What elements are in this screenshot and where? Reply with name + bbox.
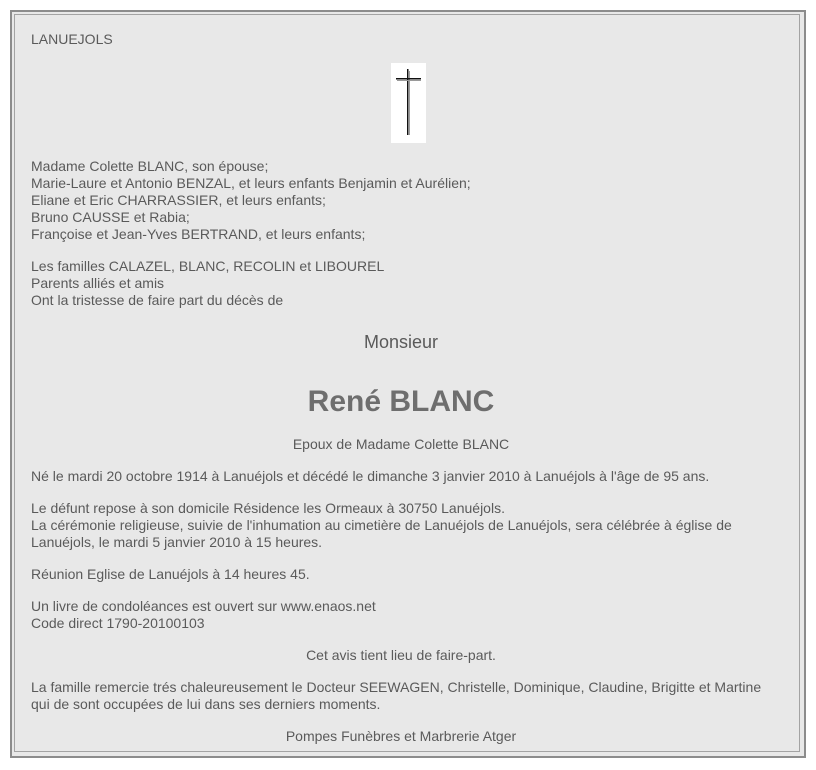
cross-icon <box>391 63 426 143</box>
family-list <box>31 158 771 243</box>
family-line: Eliane et Eric CHARRASSIER, et leurs enfants; <box>31 192 326 208</box>
notice-content <box>31 31 771 745</box>
meeting-text: Réunion Eglise de Lanuéjols à 14 heures 45. <box>31 566 310 582</box>
city-name: LANUEJOLS <box>31 31 113 47</box>
repose-text: Le défunt repose à son domicile Résidence les Ormeaux à 30750 Lanuéjols. <box>31 500 505 516</box>
honorific: Monsieur <box>363 332 439 352</box>
faire-part-text: Cet avis tient lieu de faire-part. <box>306 647 496 663</box>
arrangements-block <box>31 500 771 551</box>
families-line: Parents alliés et amis <box>31 275 165 291</box>
family-line: Madame Colette BLANC, son épouse; <box>31 158 269 174</box>
direct-code: Code direct 1790-20100103 <box>31 615 205 631</box>
families-block <box>31 258 771 309</box>
family-line: Marie-Laure et Antonio BENZAL, et leurs enfants Benjamin et Aurélien; <box>31 175 471 191</box>
funeral-home: Pompes Funèbres et Marbrerie Atger <box>285 728 517 744</box>
families-line: Les familles CALAZEL, BLANC, RECOLIN et LIBOUREL <box>31 258 385 274</box>
condolences-block <box>31 598 771 632</box>
birth-death-text: Né le mardi 20 octobre 1914 à Lanuéjols et décédé le dimanche 3 janvier 2010 à Lanuéjols à l'âge de 95 ans. <box>31 468 710 484</box>
ceremony-text: La cérémonie religieuse, suivie de l'inhumation au cimetière de Lanuéjols de Lanuéjols, sera célébrée à église de Lanuéjols, le mardi 5 janvier 2010 à 15 heures. <box>31 517 732 550</box>
condolences-text: Un livre de condoléances est ouvert sur www.enaos.net <box>31 598 376 614</box>
deceased-name: René BLANC <box>307 385 495 418</box>
notice-frame <box>10 10 806 758</box>
thanks-text: La famille remercie trés chaleureusement le Docteur SEEWAGEN, Christelle, Dominique, Claudine, Brigitte et Martine qui de sont occupées de lui dans ses derniers moments. <box>31 679 762 712</box>
families-line: Ont la tristesse de faire part du décès de <box>31 292 284 308</box>
family-line: Bruno CAUSSE et Rabia; <box>31 209 190 225</box>
family-line: Françoise et Jean-Yves BERTRAND, et leurs enfants; <box>31 226 366 242</box>
spouse-line: Epoux de Madame Colette BLANC <box>292 436 510 452</box>
